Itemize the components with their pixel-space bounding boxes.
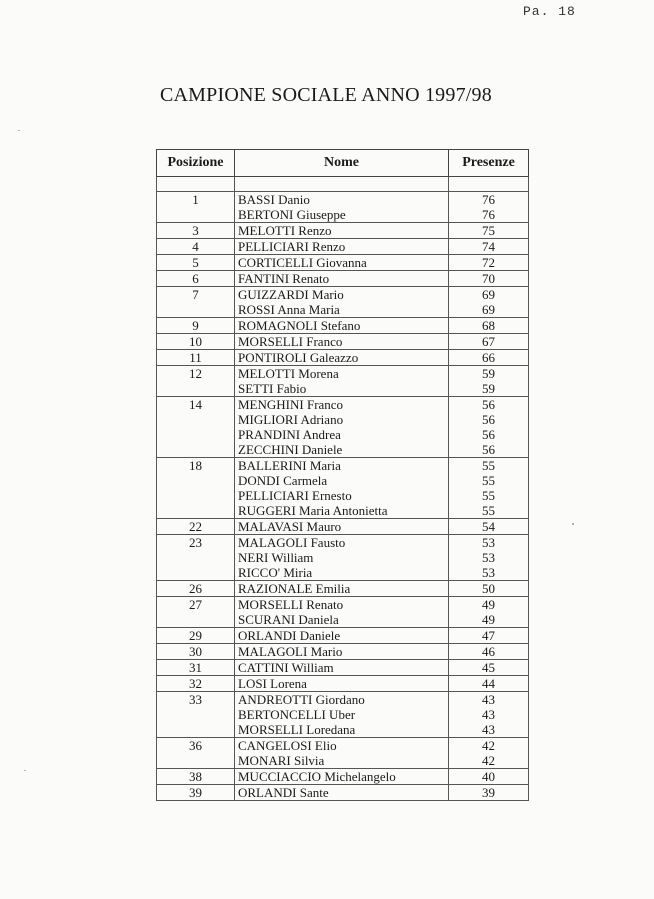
header-name: Nome xyxy=(235,150,449,177)
cell-presences: 54 xyxy=(449,519,529,535)
cell-position: 33 xyxy=(157,692,235,708)
cell-name: BERTONCELLI Uber xyxy=(235,707,449,722)
table-row xyxy=(157,676,529,692)
table-row xyxy=(157,692,529,708)
cell-position: 14 xyxy=(157,397,235,413)
table-row xyxy=(157,271,529,287)
cell-position: 1 xyxy=(157,192,235,208)
cell-name: LOSI Lorena xyxy=(235,676,449,692)
cell-presences: 43 xyxy=(449,707,529,722)
cell-position: 27 xyxy=(157,597,235,613)
cell-name: MUCCIACCIO Michelangelo xyxy=(235,769,449,785)
cell-position: 4 xyxy=(157,239,235,255)
cell-presences: 55 xyxy=(449,503,529,519)
cell-position xyxy=(157,753,235,769)
cell-presences: 44 xyxy=(449,676,529,692)
table-header xyxy=(157,150,529,177)
cell-name: ORLANDI Daniele xyxy=(235,628,449,644)
cell-presences: 76 xyxy=(449,207,529,223)
table-row xyxy=(157,287,529,303)
cell-presences: 69 xyxy=(449,287,529,303)
cell-name: CORTICELLI Giovanna xyxy=(235,255,449,271)
cell-name: PRANDINI Andrea xyxy=(235,427,449,442)
cell-presences: 39 xyxy=(449,785,529,801)
cell-name: BALLERINI Maria xyxy=(235,458,449,474)
cell-position: 38 xyxy=(157,769,235,785)
cell-name: PELLICIARI Renzo xyxy=(235,239,449,255)
page-number: Pa. 18 xyxy=(523,4,576,19)
cell-presences: 56 xyxy=(449,427,529,442)
cell-position xyxy=(157,473,235,488)
cell-name: RICCO' Miria xyxy=(235,565,449,581)
header-position: Posizione xyxy=(157,150,235,177)
cell-presences: 56 xyxy=(449,412,529,427)
cell-name: MORSELLI Loredana xyxy=(235,722,449,738)
table-row xyxy=(157,302,529,318)
table-row xyxy=(157,722,529,738)
cell-presences: 70 xyxy=(449,271,529,287)
cell-name: DONDI Carmela xyxy=(235,473,449,488)
cell-presences: 46 xyxy=(449,644,529,660)
cell-name: MALAGOLI Mario xyxy=(235,644,449,660)
cell-name: RUGGERI Maria Antonietta xyxy=(235,503,449,519)
cell-name: SCURANI Daniela xyxy=(235,612,449,628)
cell-position: 18 xyxy=(157,458,235,474)
cell-presences: 53 xyxy=(449,550,529,565)
cell-presences: 76 xyxy=(449,192,529,208)
cell-presences: 49 xyxy=(449,612,529,628)
cell-name: GUIZZARDI Mario xyxy=(235,287,449,303)
cell-presences: 68 xyxy=(449,318,529,334)
table-row xyxy=(157,473,529,488)
table-row xyxy=(157,239,529,255)
cell-position xyxy=(157,442,235,458)
cell-position xyxy=(157,612,235,628)
cell-presences: 43 xyxy=(449,722,529,738)
table-row xyxy=(157,207,529,223)
table-row xyxy=(157,366,529,382)
cell-presences: 59 xyxy=(449,381,529,397)
ranking-table xyxy=(156,149,529,801)
cell-presences: 47 xyxy=(449,628,529,644)
cell-name: FANTINI Renato xyxy=(235,271,449,287)
table-row xyxy=(157,707,529,722)
cell-name: MALAVASI Mauro xyxy=(235,519,449,535)
cell-presences: 56 xyxy=(449,442,529,458)
cell-position: 5 xyxy=(157,255,235,271)
cell-position: 29 xyxy=(157,628,235,644)
cell-name: ROMAGNOLI Stefano xyxy=(235,318,449,334)
table-row xyxy=(157,255,529,271)
cell-position: 30 xyxy=(157,644,235,660)
table-row xyxy=(157,535,529,551)
table-row xyxy=(157,381,529,397)
cell-position: 7 xyxy=(157,287,235,303)
cell-name: ZECCHINI Daniele xyxy=(235,442,449,458)
cell-name: BERTONI Giuseppe xyxy=(235,207,449,223)
cell-position: 39 xyxy=(157,785,235,801)
table-row xyxy=(157,550,529,565)
cell-name: ROSSI Anna Maria xyxy=(235,302,449,318)
table-row xyxy=(157,519,529,535)
cell-position: 36 xyxy=(157,738,235,754)
cell-name: MONARI Silvia xyxy=(235,753,449,769)
table-row xyxy=(157,458,529,474)
cell-position: 9 xyxy=(157,318,235,334)
cell-presences: 59 xyxy=(449,366,529,382)
cell-position: 12 xyxy=(157,366,235,382)
page-title: CAMPIONE SOCIALE ANNO 1997/98 xyxy=(160,84,492,106)
cell-presences: 55 xyxy=(449,458,529,474)
cell-presences: 50 xyxy=(449,581,529,597)
cell-position: 26 xyxy=(157,581,235,597)
cell-position xyxy=(157,412,235,427)
cell-presences: 75 xyxy=(449,223,529,239)
scan-speck xyxy=(18,130,20,131)
table-row xyxy=(157,350,529,366)
table-row xyxy=(157,753,529,769)
cell-name: MORSELLI Franco xyxy=(235,334,449,350)
cell-name: BASSI Danio xyxy=(235,192,449,208)
cell-name: MENGHINI Franco xyxy=(235,397,449,413)
cell-presences: 42 xyxy=(449,753,529,769)
cell-position xyxy=(157,707,235,722)
cell-presences: 49 xyxy=(449,597,529,613)
table-row xyxy=(157,628,529,644)
table-row xyxy=(157,581,529,597)
cell-presences: 42 xyxy=(449,738,529,754)
table-row xyxy=(157,488,529,503)
cell-name: ORLANDI Sante xyxy=(235,785,449,801)
cell-position xyxy=(157,302,235,318)
cell-name: MELOTTI Morena xyxy=(235,366,449,382)
header-presences: Presenze xyxy=(449,150,529,177)
cell-presences: 67 xyxy=(449,334,529,350)
table-spacer-row xyxy=(157,177,529,192)
cell-name: SETTI Fabio xyxy=(235,381,449,397)
table-row xyxy=(157,192,529,208)
table-row xyxy=(157,318,529,334)
cell-presences: 69 xyxy=(449,302,529,318)
cell-position xyxy=(157,207,235,223)
cell-position: 32 xyxy=(157,676,235,692)
table-row xyxy=(157,644,529,660)
cell-name: MALAGOLI Fausto xyxy=(235,535,449,551)
scan-speck xyxy=(572,523,574,525)
table-row xyxy=(157,223,529,239)
cell-position: 3 xyxy=(157,223,235,239)
cell-position xyxy=(157,488,235,503)
table-row xyxy=(157,565,529,581)
cell-presences: 53 xyxy=(449,535,529,551)
cell-name: PELLICIARI Ernesto xyxy=(235,488,449,503)
table-row xyxy=(157,442,529,458)
cell-presences: 55 xyxy=(449,488,529,503)
table-row xyxy=(157,738,529,754)
table-row xyxy=(157,660,529,676)
cell-name: CATTINI William xyxy=(235,660,449,676)
cell-presences: 72 xyxy=(449,255,529,271)
table-row xyxy=(157,769,529,785)
table-row xyxy=(157,612,529,628)
cell-presences: 53 xyxy=(449,565,529,581)
table-row xyxy=(157,785,529,801)
cell-name: MELOTTI Renzo xyxy=(235,223,449,239)
cell-position xyxy=(157,427,235,442)
table-body xyxy=(157,177,529,801)
cell-position: 6 xyxy=(157,271,235,287)
cell-presences: 66 xyxy=(449,350,529,366)
table-row xyxy=(157,503,529,519)
cell-position xyxy=(157,550,235,565)
cell-presences: 43 xyxy=(449,692,529,708)
table-row xyxy=(157,397,529,413)
cell-name: NERI William xyxy=(235,550,449,565)
cell-presences: 40 xyxy=(449,769,529,785)
cell-position: 23 xyxy=(157,535,235,551)
cell-position: 10 xyxy=(157,334,235,350)
table-row xyxy=(157,427,529,442)
cell-name: RAZIONALE Emilia xyxy=(235,581,449,597)
cell-position xyxy=(157,722,235,738)
scan-speck xyxy=(24,770,26,771)
cell-name: MORSELLI Renato xyxy=(235,597,449,613)
cell-presences: 56 xyxy=(449,397,529,413)
cell-presences: 45 xyxy=(449,660,529,676)
cell-presences: 74 xyxy=(449,239,529,255)
cell-name: ANDREOTTI Giordano xyxy=(235,692,449,708)
cell-position: 22 xyxy=(157,519,235,535)
cell-name: MIGLIORI Adriano xyxy=(235,412,449,427)
cell-name: PONTIROLI Galeazzo xyxy=(235,350,449,366)
cell-position xyxy=(157,381,235,397)
cell-position: 31 xyxy=(157,660,235,676)
cell-presences: 55 xyxy=(449,473,529,488)
cell-position: 11 xyxy=(157,350,235,366)
table-row xyxy=(157,597,529,613)
table-row xyxy=(157,334,529,350)
cell-name: CANGELOSI Elio xyxy=(235,738,449,754)
table-row xyxy=(157,412,529,427)
cell-position xyxy=(157,503,235,519)
cell-position xyxy=(157,565,235,581)
